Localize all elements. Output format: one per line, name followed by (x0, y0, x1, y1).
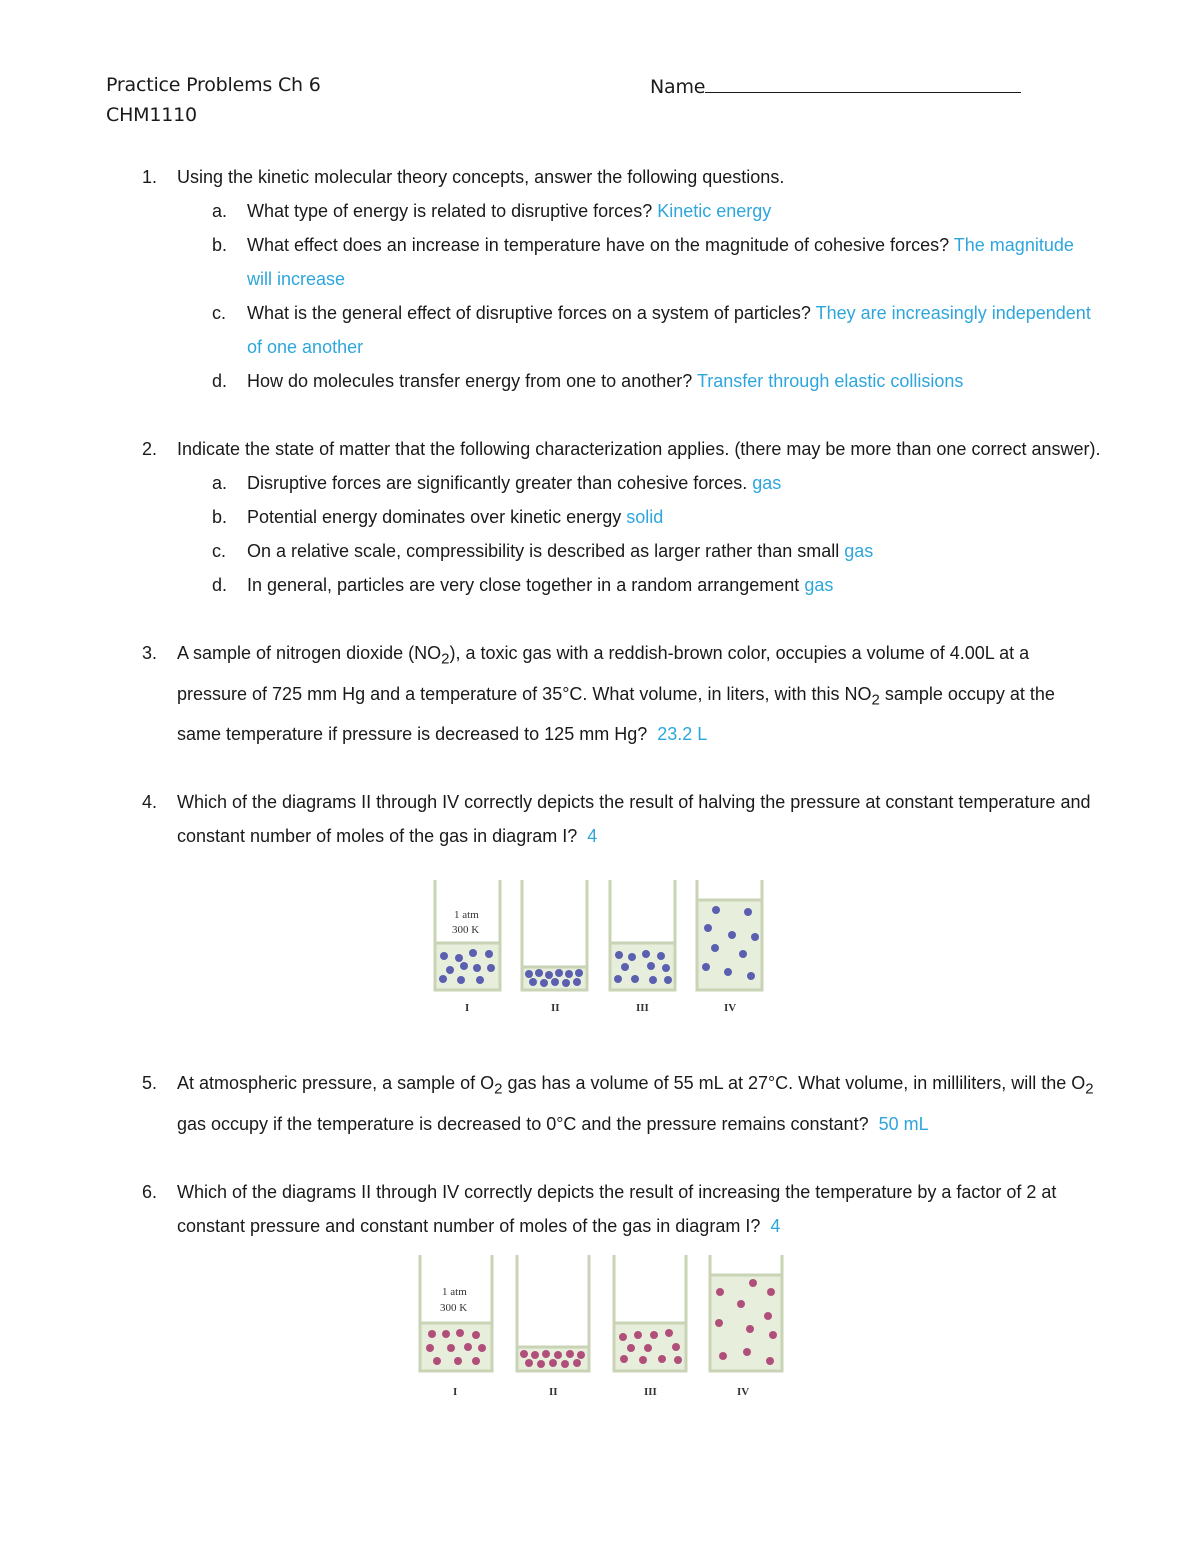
particle (766, 1357, 774, 1365)
particle (649, 976, 657, 984)
particle (525, 970, 533, 978)
container-ii (522, 880, 587, 1014)
particle (573, 1359, 581, 1367)
question-1c (142, 296, 1102, 364)
question-text: Indicate the state of matter that the following characterization applies. (there may be more than one correct answer). (177, 439, 1101, 459)
answer-text: 4 (587, 826, 598, 847)
particle (715, 1319, 723, 1327)
particle (525, 1359, 533, 1367)
sub-letter: b. (212, 507, 228, 527)
sub-text: Disruptive forces are significantly greater than cohesive forces. (247, 473, 748, 493)
question-text: A sample of nitrogen dioxide $(NO_2)$, a toxic gas with a reddish-brown color, occupies a volume of 4.00L at a pressure of 725 mm Hg and a temperature of 35°C. What volume, in liters, with this $NO_2$ sample occupy at the same temperature if pressure is decreased to 125 mm Hg? (177, 643, 1055, 745)
question-text: At atmospheric pressure, a sample of $O_2$ gas has a volume of 55 mL at 27°C. What volume, in milliliters, will the $O_2$ gas occupy if the temperature is decreased to 0°C and the pressure remains constant? (177, 1073, 1094, 1134)
particle (712, 906, 720, 914)
answer-text: The magnitude will increase (247, 235, 1074, 289)
particle (639, 1356, 647, 1364)
particle (460, 962, 468, 970)
particle (426, 1344, 434, 1352)
question-number: 1. (142, 167, 158, 187)
particle (751, 933, 759, 941)
particle (555, 969, 563, 977)
particle (554, 1351, 562, 1359)
sub-letter: a. (212, 473, 228, 493)
particle (439, 975, 447, 983)
particle (535, 969, 543, 977)
temperature-label: 300 K (452, 924, 480, 936)
particle (647, 962, 655, 970)
particle (737, 1300, 745, 1308)
sub-text: What effect does an increase in temperature have on the magnitude of cohesive forces? (247, 235, 950, 255)
particle (455, 954, 463, 962)
answer-text: solid (626, 507, 664, 527)
sub-text: Potential energy dominates over kinetic energy (247, 507, 622, 527)
questions-list (142, 160, 1102, 853)
gas-diagram-figure-1 (425, 880, 775, 1020)
pressure-label: 1 atm (454, 909, 479, 921)
particle (446, 966, 454, 974)
question-2a (142, 466, 1102, 500)
container-i (420, 1255, 492, 1398)
sub-text: On a relative scale, compressibility is described as larger rather than small (247, 541, 840, 561)
question-1b (142, 228, 1102, 296)
particle (664, 976, 672, 984)
question-number: 4. (142, 792, 158, 813)
answer-text: gas (844, 541, 874, 561)
particle (549, 1359, 557, 1367)
particle (724, 968, 732, 976)
particle (644, 1344, 652, 1352)
particle (566, 1350, 574, 1358)
diagram-label: IV (724, 1002, 737, 1014)
question-4 (142, 785, 1102, 853)
question-2c (142, 534, 1102, 568)
name-label: Name (650, 76, 706, 98)
particle (487, 964, 495, 972)
diagram-label: III (644, 1386, 657, 1398)
sub-letter: d. (212, 575, 228, 595)
particle (627, 1344, 635, 1352)
particle (719, 1352, 727, 1360)
diagram-label: I (465, 1002, 470, 1014)
particle (428, 1330, 436, 1338)
particle (615, 951, 623, 959)
answer-text: 50 mL (878, 1113, 929, 1134)
particle (658, 1355, 666, 1363)
sub-letter: b. (212, 235, 228, 255)
diagram-label: I (453, 1386, 458, 1398)
question-1d (142, 364, 1102, 398)
sub-text: What type of energy is related to disruptive forces? (247, 201, 653, 221)
particle (657, 952, 665, 960)
particle (619, 1333, 627, 1341)
container-iii (610, 880, 675, 1014)
course-code: CHM1110 (106, 104, 197, 126)
particle (478, 1344, 486, 1352)
sub-text: In general, particles are very close together in a random arrangement (247, 575, 800, 595)
particle (767, 1288, 775, 1296)
question-1 (142, 160, 1102, 194)
question-number: 5. (142, 1073, 158, 1093)
particle (476, 976, 484, 984)
particle (642, 950, 650, 958)
particle (769, 1331, 777, 1339)
particle (433, 1357, 441, 1365)
particle (728, 931, 736, 939)
particle (674, 1356, 682, 1364)
particle (650, 1331, 658, 1339)
particle (704, 924, 712, 932)
particle (621, 963, 629, 971)
particle (746, 1325, 754, 1333)
container-iii (614, 1255, 686, 1398)
particle (472, 1331, 480, 1339)
particle (747, 972, 755, 980)
particle (454, 1357, 462, 1365)
diagram-label: III (636, 1002, 649, 1014)
question-number: 2. (142, 439, 158, 459)
particle (739, 950, 747, 958)
particle (531, 1351, 539, 1359)
sub-text: What is the general effect of disruptive forces on a system of particles? (247, 303, 811, 323)
sub-letter: d. (212, 371, 228, 391)
question-2d (142, 568, 1102, 602)
particle (565, 970, 573, 978)
particle (573, 978, 581, 986)
particle (577, 1351, 585, 1359)
temperature-label: 300 K (440, 1302, 468, 1314)
answer-text: 23.2 L (657, 724, 708, 745)
particle (665, 1329, 673, 1337)
particle (628, 953, 636, 961)
particle (631, 975, 639, 983)
particle (529, 978, 537, 986)
question-5 (142, 1066, 1102, 1141)
name-blank-line[interactable] (705, 74, 1021, 93)
diagram-label: II (551, 1002, 560, 1014)
sub-letter: a. (212, 201, 228, 221)
particle (456, 1329, 464, 1337)
question-3 (142, 636, 1102, 751)
container-iv (697, 880, 762, 1014)
name-field[interactable] (650, 74, 1021, 98)
particle (620, 1355, 628, 1363)
particle (447, 1344, 455, 1352)
answer-text: Kinetic energy (657, 201, 772, 221)
container-ii (517, 1255, 589, 1398)
particle (749, 1279, 757, 1287)
particle (472, 1357, 480, 1365)
particle (537, 1360, 545, 1368)
particle (764, 1312, 772, 1320)
question-text: Which of the diagrams II through IV correctly depicts the result of halving the pressure at constant temperature and constant number of moles of the gas in diagram I? (177, 792, 1091, 847)
pressure-label: 1 atm (442, 1286, 467, 1298)
particle (542, 1350, 550, 1358)
answer-text: They are increasingly independent of one another (247, 303, 1091, 357)
particle (744, 908, 752, 916)
page-title: Practice Problems Ch 6 (106, 74, 321, 96)
questions-list-continued (142, 1066, 1102, 1243)
question-2 (142, 432, 1102, 466)
particle (469, 949, 477, 957)
particle (561, 1360, 569, 1368)
sub-letter: c. (212, 303, 227, 323)
particle (716, 1288, 724, 1296)
particle (457, 976, 465, 984)
sub-letter: c. (212, 541, 227, 561)
diagram-label: II (549, 1386, 558, 1398)
particle (442, 1330, 450, 1338)
particle (711, 944, 719, 952)
answer-text: gas (804, 575, 834, 595)
container-iv (710, 1255, 782, 1398)
answer-text: 4 (770, 1215, 781, 1236)
question-text: Which of the diagrams II through IV correctly depicts the result of increasing the temperature by a factor of 2 at constant pressure and constant number of moles of the gas in diagram I? (177, 1181, 1057, 1236)
question-number: 6. (142, 1181, 158, 1202)
question-6 (142, 1175, 1102, 1243)
container-i (435, 880, 500, 1014)
particle (614, 975, 622, 983)
question-text: Using the kinetic molecular theory concepts, answer the following questions. (177, 167, 785, 187)
particle (464, 1343, 472, 1351)
gas-diagram-figure-2 (410, 1255, 790, 1405)
question-1a (142, 194, 1102, 228)
answer-text: Transfer through elastic collisions (696, 371, 964, 391)
particle (545, 971, 553, 979)
diagram-label: IV (737, 1386, 750, 1398)
sub-text: How do molecules transfer energy from one to another? (247, 371, 693, 391)
particle (575, 969, 583, 977)
particle (662, 964, 670, 972)
particle (702, 963, 710, 971)
particle (473, 964, 481, 972)
particle (540, 979, 548, 987)
particle (485, 950, 493, 958)
particle (520, 1350, 528, 1358)
particle (743, 1348, 751, 1356)
question-2b (142, 500, 1102, 534)
answer-text: gas (752, 473, 782, 493)
particle (672, 1343, 680, 1351)
particle (634, 1331, 642, 1339)
question-number: 3. (142, 643, 158, 663)
particle (440, 952, 448, 960)
particle (551, 978, 559, 986)
particle (562, 979, 570, 987)
